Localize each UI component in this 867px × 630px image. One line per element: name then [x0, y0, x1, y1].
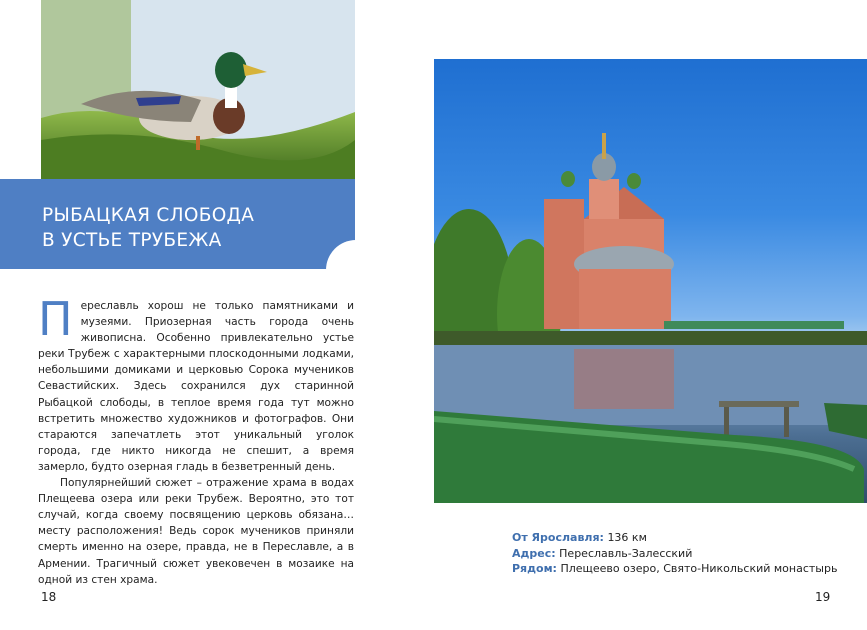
paragraph-1: [38, 292, 354, 475]
church-illustration: [434, 59, 867, 503]
paragraph-1-text: ереславль хорош не только памятниками и музеями. Приозерная часть города очень живописна. Особенно привлекательно устье реки Трубеж с характерными плоскодонными лодками, небольшими домиками и церковью Сорока мучеников Севастийских. Здесь сохранился дух старинной Рыбацкой слободы, в теплое время года тут можно встретить множество художников и фотографов. Они стараются запечатлеть этот уникальный уголок города, где никто никогда не спешит, а время замерло, будто озерная гладь в безветренный день.: [38, 300, 354, 473]
info-address-value: Переславль-Залесский: [559, 546, 693, 560]
info-nearby-label: Рядом:: [512, 562, 557, 575]
title-line-1: РЫБАЦКАЯ СЛОБОДА: [42, 205, 255, 226]
info-address-label: Адрес:: [512, 546, 556, 560]
info-distance-value: 136 км: [607, 531, 647, 544]
info-nearby-value: Плещеево озеро, Свято-Никольский монастырь: [560, 562, 838, 575]
page-number-right: 19: [815, 590, 831, 604]
paragraph-2: Популярнейший сюжет – отражение храма в водах Плещеева озера или реки Трубеж. Вероятно, это тот случай, когда своему посвящению церковь обязана… месту расположения! Ведь сорок мучеников приняли смерть именно на озере, правда, не в Переславле, а в Армении. Трагичный сюжет увековечен в мозаике на одной из стен храма.: [38, 477, 354, 586]
info-distance-label: От Ярославля:: [512, 531, 604, 544]
article-body: [38, 292, 354, 588]
page-number-left: 18: [41, 590, 57, 604]
church-photo: [434, 59, 867, 503]
title-line-2: В УСТЬЕ ТРУБЕЖА: [42, 230, 222, 251]
duck-photo: [41, 0, 355, 179]
article-title: [42, 203, 254, 253]
duck-illustration: [41, 0, 355, 179]
banner-notch: [326, 240, 356, 270]
info-nearby: [512, 561, 837, 577]
info-address: [512, 546, 837, 562]
info-block: [512, 530, 837, 577]
drop-cap: П: [38, 292, 73, 346]
info-distance: [512, 530, 837, 546]
